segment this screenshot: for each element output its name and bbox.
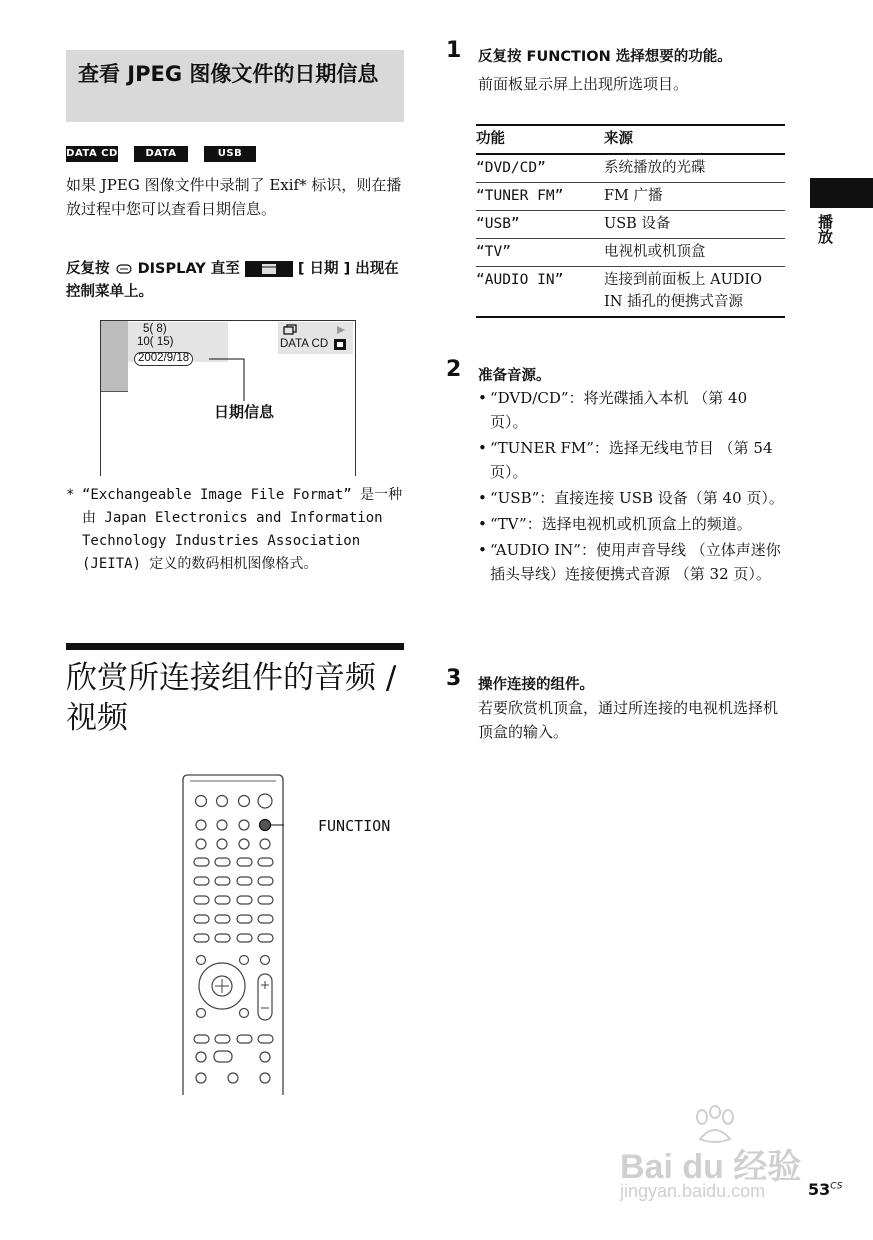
menu-cell xyxy=(101,363,128,378)
table-cell: USB 设备 xyxy=(604,216,671,232)
table-cell: “USB” xyxy=(476,216,520,232)
date-callout-label: 日期信息 xyxy=(214,403,275,421)
chapter-tab xyxy=(810,178,873,208)
menu-cell xyxy=(101,349,128,364)
badge-usb: USB xyxy=(204,146,256,162)
table-header-row xyxy=(476,125,785,154)
display-button-icon xyxy=(115,263,133,275)
watermark xyxy=(600,1105,843,1215)
remote-control-illustration xyxy=(182,774,284,1095)
section-divider xyxy=(66,643,404,650)
step-1-number: 1 xyxy=(446,38,462,63)
function-callout-label: FUNCTION xyxy=(318,817,391,835)
screen-status-panel xyxy=(278,322,353,354)
table-header-cell: 来源 xyxy=(604,131,633,147)
list-item: • “USB”：直接连接 USB 设备（第 40 页）。 xyxy=(478,486,788,510)
list-item-text: “TV”：选择电视机或机顶盒上的频道。 xyxy=(490,515,752,533)
section-header-box xyxy=(66,50,404,122)
menu-cell xyxy=(101,335,128,350)
badge-data-dvd: DATA DVD xyxy=(134,146,188,162)
page-number-value: 53 xyxy=(808,1180,831,1199)
function-table xyxy=(476,124,785,318)
list-item: • “TUNER FM”：选择无线电节目 （第 54 页）。 xyxy=(478,436,788,484)
menu-cell xyxy=(101,321,128,336)
table-cell: “AUDIO IN” xyxy=(476,272,564,288)
menu-cell xyxy=(101,377,128,392)
table-row xyxy=(476,154,785,183)
step-3-body: 若要欣赏机顶盒，通过所连接的电视机选择机顶盒的输入。 xyxy=(478,699,779,741)
list-item-text: “USB”：直接连接 USB 设备（第 40 页）。 xyxy=(490,489,784,507)
table-cell: 电视机或机顶盒 xyxy=(604,244,706,260)
step-3-number: 3 xyxy=(446,666,462,691)
table-cell: “DVD/CD” xyxy=(476,160,546,176)
screen-date-value: 2002/9/18 xyxy=(134,352,193,366)
footnote xyxy=(66,484,411,576)
instruction-key: DISPLAY 直至 xyxy=(137,261,240,277)
step-2-heading: 准备音源。 xyxy=(478,368,551,384)
step-1-body: 前面板显示屏上出现所选项目。 xyxy=(478,75,689,93)
list-item-text: “DVD/CD”：将光碟插入本机 （第 40 页）。 xyxy=(490,389,748,431)
list-item: • “TV”：选择电视机或机顶盒上的频道。 xyxy=(478,512,788,536)
repeat-icon xyxy=(283,324,297,336)
instruction-text xyxy=(66,258,408,304)
table-cell: FM 广播 xyxy=(604,188,663,204)
footnote-text: “Exchangeable Image File Format” 是一种由 Japan Electronics and Information Technology Industries Association (JEITA) 定义的数码相机图像格式。 xyxy=(82,487,403,572)
table-header-cell: 功能 xyxy=(476,131,505,147)
chapter-label: 播放 xyxy=(816,214,834,244)
step-3-heading: 操作连接的组件。 xyxy=(478,677,594,693)
watermark-brand: Bai du 经验 xyxy=(620,1148,802,1186)
table-cell: 连接到前面板上 AUDIO IN 插孔的便携式音源 xyxy=(604,272,763,310)
screen-row-2: 10( 15) xyxy=(137,336,174,348)
table-cell: “TV” xyxy=(476,244,511,260)
table-cell: 系统播放的光碟 xyxy=(604,160,706,176)
callout-line xyxy=(208,358,258,403)
list-item-text: “TUNER FM”：选择无线电节目 （第 54 页）。 xyxy=(490,439,773,481)
table-cell: “TUNER FM” xyxy=(476,188,564,204)
badge-data-cd: DATA CD xyxy=(66,146,118,162)
table-row xyxy=(476,183,785,211)
list-item: • “AUDIO IN”：使用声音导线 （立体声迷你插头导线）连接便携式音源 （第 32 页）。 xyxy=(478,538,788,586)
step-1-heading: 反复按 FUNCTION 选择想要的功能。 xyxy=(478,49,732,65)
section-body-text: 如果 JPEG 图像文件中录制了 Exif* 标识，则在播放过程中您可以查看日期信息。 xyxy=(66,176,402,218)
date-menu-icon xyxy=(245,261,293,277)
page-number xyxy=(808,1180,842,1199)
list-item-text: “AUDIO IN”：使用声音导线 （立体声迷你插头导线）连接便携式音源 （第 32 页）。 xyxy=(490,541,781,583)
instruction-prefix: 反复按 xyxy=(66,261,110,277)
section-title: 查看 JPEG 图像文件的日期信息 xyxy=(78,62,379,86)
table-row xyxy=(476,239,785,267)
instruction-suffix: [ 日期 ] 出现在控制菜单上。 xyxy=(66,261,399,300)
step-2-number: 2 xyxy=(446,357,462,382)
jpeg-icon xyxy=(334,339,346,350)
table-row xyxy=(476,211,785,239)
table-row xyxy=(476,267,785,318)
screen-row-1: 5( 8) xyxy=(143,323,167,335)
function-button xyxy=(260,820,271,831)
section2-title: 欣赏所连接组件的音频 / 视频 xyxy=(66,660,397,736)
list-item: • “DVD/CD”：将光碟插入本机 （第 40 页）。 xyxy=(478,386,788,434)
step-2-bullet-list xyxy=(478,386,788,588)
page-number-suffix: CS xyxy=(830,1181,843,1192)
play-icon xyxy=(336,325,346,335)
footnote-mark: * xyxy=(66,487,75,503)
screen-disc-type: DATA CD xyxy=(280,338,329,350)
watermark-url: jingyan.baidu.com xyxy=(620,1181,766,1201)
